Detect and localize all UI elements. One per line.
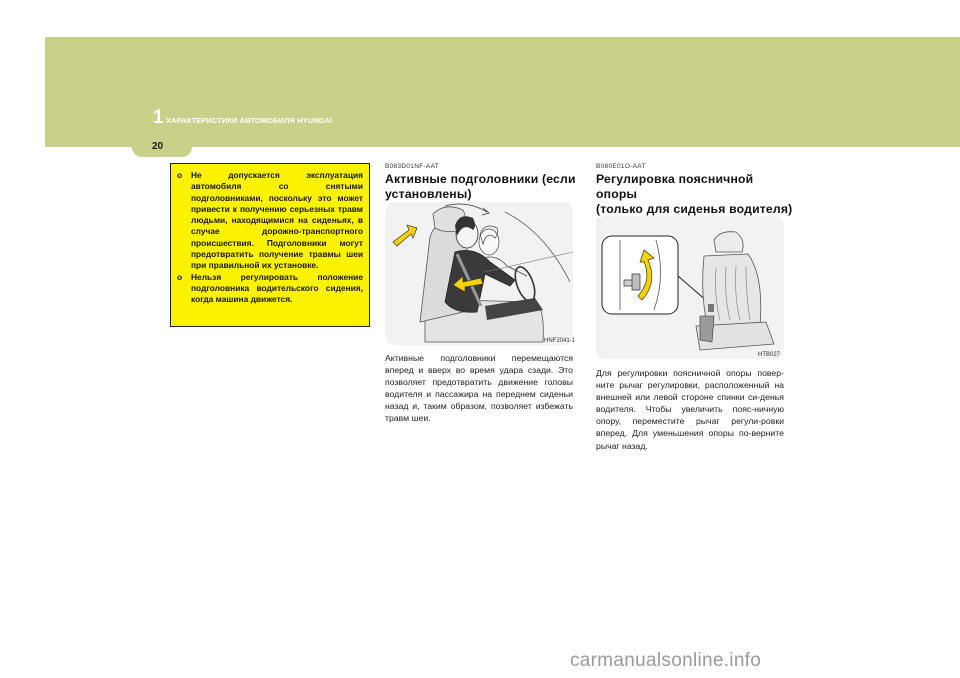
figure-code: HNF2041-1: [544, 338, 576, 344]
section-code: B080E01O-AAT: [596, 163, 646, 170]
lumbar-drawing: [596, 216, 784, 359]
section-title: [385, 172, 585, 202]
header-band: [45, 37, 960, 147]
section-body: Активные подголовники перемещаются вперед и вверх во время удара сзади. Это позволяет предотвратить движение головы водителя и пассажира на переднем сиденьи назад и, таким образом, позволяет избежать травм шеи.: [385, 353, 573, 424]
watermark: carmanualsonline.info: [570, 650, 762, 671]
warning-box: [170, 163, 370, 327]
warning-bullet: o: [177, 170, 183, 180]
warning-bullet: o: [177, 271, 183, 282]
section-title-line: Активные подголовники (если: [385, 172, 576, 186]
section-body: Для регулировки поясничной опоры повер-ните рычаг регулировки, расположенный на внешней или левой стороне спинки си-денья водителя. Чтобы увеличить пояс-ничную опору, переместите рычаг регули-ровки вперед. Для уменьшения опоры по-верните рычаг назад.: [596, 368, 784, 451]
chapter-number: 1: [153, 107, 164, 128]
headrest-drawing: [385, 202, 576, 345]
lumbar-illustration: [596, 216, 784, 359]
headrest-illustration: [385, 202, 576, 345]
warning-text: Не допускается эксплуатация автомобиля со снятыми подголовниками, поскольку это может привести к получению серьезных травм людьми, находящимися на сиденьях, в случае дорожно-транспортного происшествия. Подголовники могут предотвратить получение травмы шеи при правильной их установке.: [191, 170, 363, 271]
warning-item: [177, 170, 363, 272]
section-title-line: (только для сиденья водителя): [596, 202, 793, 216]
figure-code: HTB027: [758, 352, 781, 358]
warning-text: Нельзя регулировать положение подголовника водительского сидения, когда машина движется.: [191, 271, 363, 305]
section-title-line: Регулировка поясничной опоры: [596, 172, 754, 201]
chapter-title: ХАРАКТЕРИСТИКИ АВТОМОБИЛЯ HYUNDAI: [166, 116, 333, 125]
section-title-line: установлены): [385, 187, 472, 201]
page-number: 20: [152, 141, 164, 152]
section-code: B083D01NF-AAT: [385, 163, 439, 170]
warning-item: [177, 272, 363, 306]
